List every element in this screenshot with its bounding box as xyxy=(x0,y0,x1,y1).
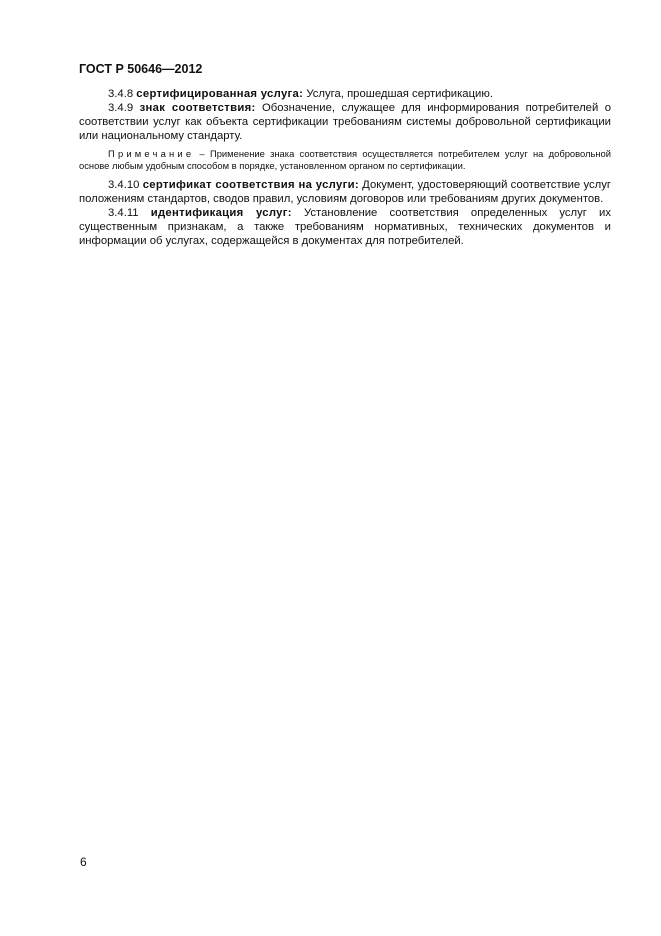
term-title: знак соответствия: xyxy=(139,102,256,114)
term-title: идентификация услуг: xyxy=(150,207,292,219)
term-definition: Документ, удостоверяющий соответствие услуг положениям стандартов, сводов правил, условиям договоров или требованиям других документов. xyxy=(79,179,611,205)
term-number: 3.4.9 xyxy=(108,102,134,114)
term-number: 3.4.11 xyxy=(108,207,139,219)
document-header: ГОСТ Р 50646—2012 xyxy=(79,62,203,76)
term-definition: Установление соответствия определенных услуг их существенным признакам, а также требованиям нормативных, технических документов и информации об услугах, содержащейся в документах для потребителей. xyxy=(79,207,611,247)
note-text: – Применение знака соответствия осуществляется потребителем услуг на добровольной основе любым удобным способом в порядке, установленном органом по сертификации. xyxy=(79,148,611,171)
document-body xyxy=(79,87,611,248)
term-number: 3.4.8 xyxy=(108,88,134,100)
term-3-4-9 xyxy=(79,101,611,143)
term-3-4-8 xyxy=(79,87,611,101)
term-definition: Услуга, прошедшая сертификацию. xyxy=(303,88,493,100)
term-3-4-11 xyxy=(79,206,611,248)
term-title: сертифицированная услуга: xyxy=(136,88,304,100)
term-title: сертификат соответствия на услуги: xyxy=(142,179,359,191)
term-definition: Обозначение, служащее для информирования потребителей о соответствии услуг как объекта сертификации требованиям системы добровольной сертификации или национальному стандарту. xyxy=(79,102,611,142)
note xyxy=(79,148,611,172)
term-3-4-10 xyxy=(79,178,611,206)
term-number: 3.4.10 xyxy=(108,179,140,191)
note-label: Примечание xyxy=(108,148,195,159)
page-number: 6 xyxy=(80,855,87,869)
